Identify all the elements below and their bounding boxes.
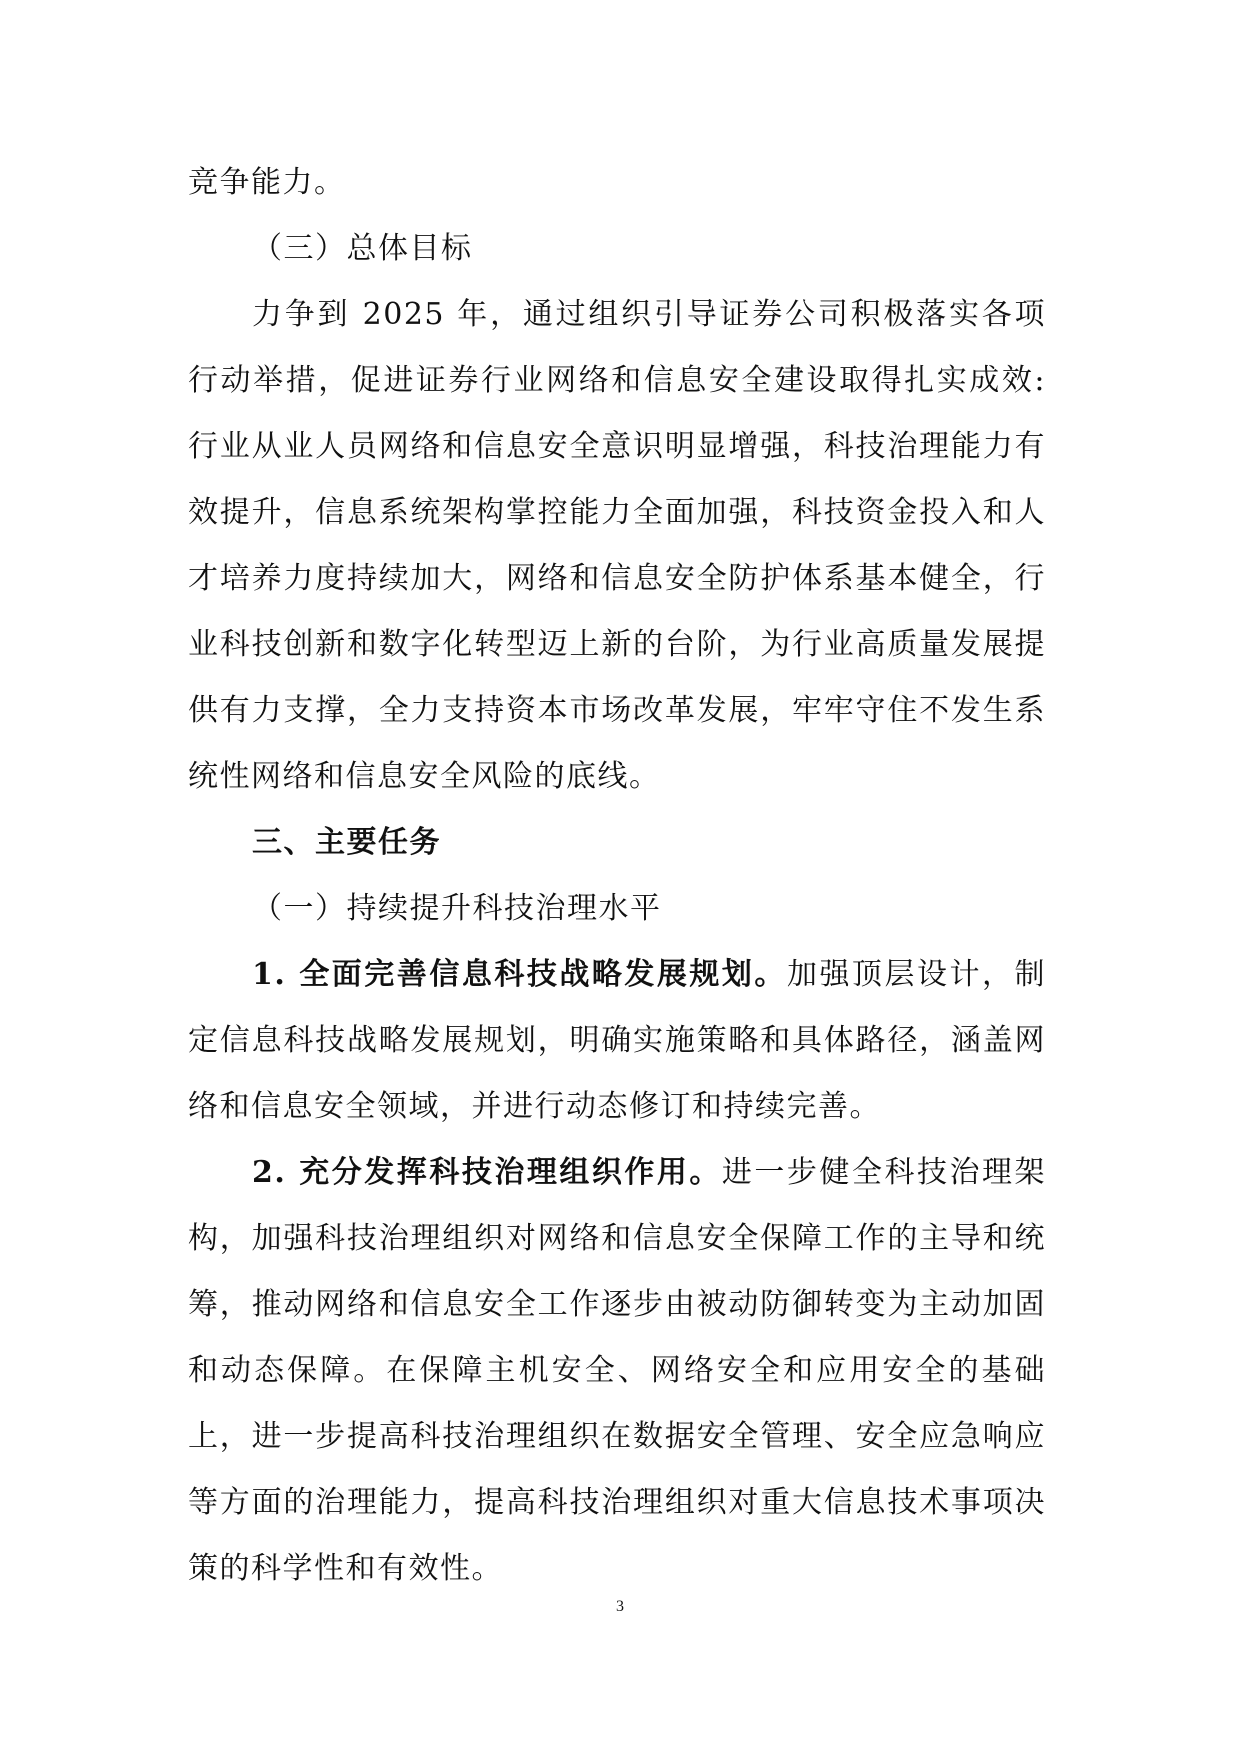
task-item-2-title: 2. 充分发挥科技治理组织作用。 — [252, 1155, 722, 1190]
task-item-2-body: 进一步健全科技治理架构，加强科技治理组织对网络和信息安全保障工作的主导和统筹，推动网络和信息安全工作逐步由被动防御转变为主动加固和动态保障。在保障主机安全、网络安全和应用安全的基础上，进一步提高科技治理组织在数据安全管理、安全应急响应等方面的治理能力，提高科技治理组织对重大信息技术事项决策的科学性和有效性。 — [188, 1155, 1046, 1586]
paragraph-overall-goal: 力争到 2025 年，通过组织引导证券公司积极落实各项行动举措，促进证券行业网络和信息安全建设取得扎实成效:行业从业人员网络和信息安全意识明显增强，科技治理能力有效提升，信息系统架构掌控能力全面加强，科技资金投入和人才培养力度持续加大，网络和信息安全防护体系基本健全，行业科技创新和数字化转型迈上新的台阶，为行业高质量发展提供有力支撑，全力支持资本市场改革发展，牢牢守住不发生系统性网络和信息安全风险的底线。 — [188, 297, 1046, 794]
section-heading-overall-goal: （三）总体目标 — [252, 231, 473, 266]
document-body — [188, 150, 1046, 1602]
task-item-2 — [188, 1140, 1046, 1602]
task-item-1-body: 加强顶层设计，制定信息科技战略发展规划，明确实施策略和具体路径，涵盖网络和信息安全领域，并进行动态修订和持续完善。 — [188, 957, 1047, 1124]
task-item-1-title: 1. 全面完善信息科技战略发展规划。 — [252, 957, 787, 992]
page-number: 3 — [616, 1598, 624, 1615]
subsection-heading-tech-governance: （一）持续提升科技治理水平 — [252, 891, 662, 926]
section-heading-main-tasks: 三、主要任务 — [252, 825, 441, 860]
paragraph-continuation: 竞争能力。 — [188, 165, 346, 200]
task-item-1 — [188, 942, 1046, 1140]
